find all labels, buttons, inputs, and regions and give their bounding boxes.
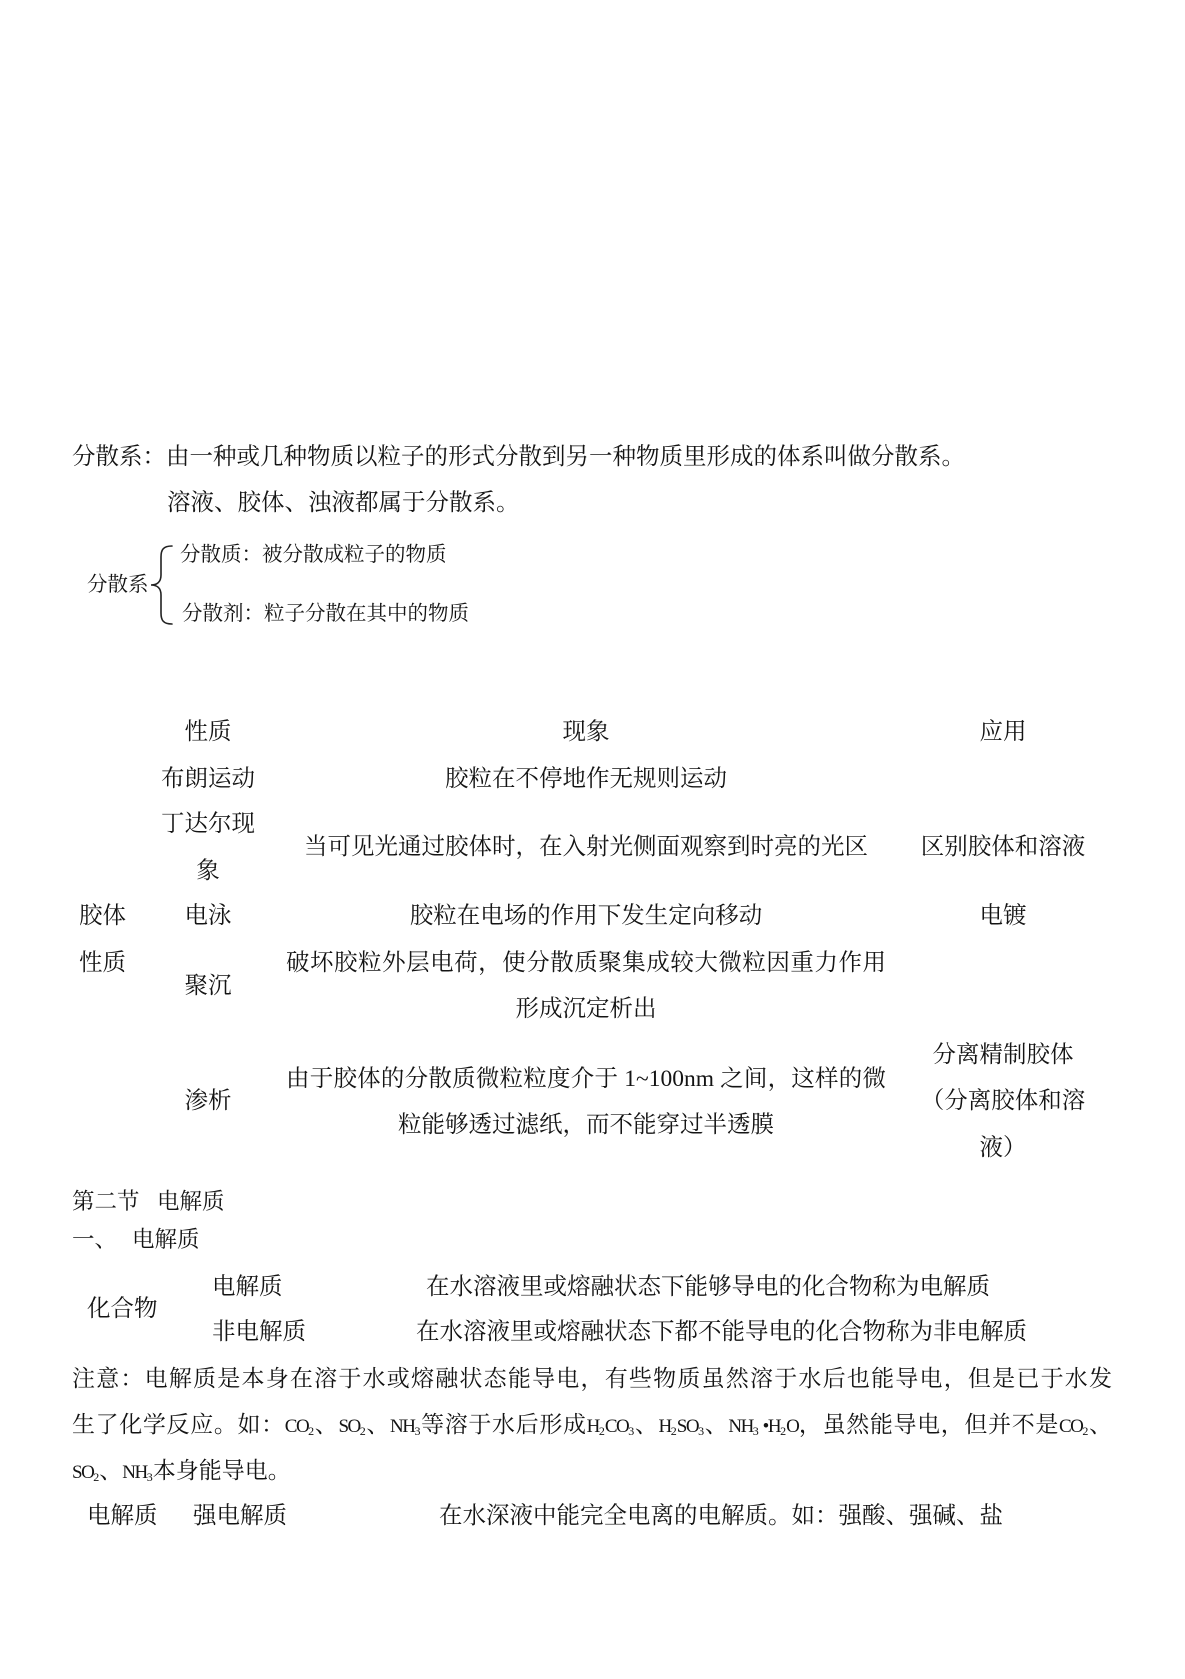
chemical-formula: NH [390,1416,415,1437]
chemical-formula: SO [72,1462,94,1483]
formula-subscript: 2 [93,1470,100,1484]
formula-subscript: 3 [628,1424,635,1438]
table-cell-application: 电镀 [979,903,1027,929]
chemical-formula: CO [284,1416,309,1437]
table-cell-application: （分离胶体和溶 [920,1088,1086,1114]
table-header-phenomenon: 现象 [562,719,610,745]
chemical-formula: CO [1058,1416,1083,1437]
table-cell-property: 渗析 [184,1088,232,1114]
formula-subscript: 3 [752,1424,759,1438]
note-text: 、 [1088,1412,1113,1437]
note-line [72,1457,1112,1485]
chemical-formula: H [658,1416,671,1437]
section-title: 电解质 [157,1189,225,1214]
note-text: 等溶于水后形成 [420,1412,587,1437]
subsection-title: 电解质 [132,1227,200,1252]
table-cell-application: 液） [979,1135,1027,1161]
chemical-formula: •H [758,1416,781,1437]
table-cell-phenomenon: 胶粒在电场的作用下发生定向移动 [409,903,763,929]
chemical-formula: CO [604,1416,629,1437]
classification-root: 电解质 [87,1503,158,1529]
note-text: ，虽然能导电，但并不是 [798,1412,1059,1437]
dispersion-definition: 分散系：由一种或几种物质以粒子的形式分散到另一种物质里形成的体系叫做分散系。 [72,444,965,470]
diagram-branch-dispersion-medium: 分散剂：粒子分散在其中的物质 [182,603,469,625]
classification-definition: 在水溶液里或熔融状态下都不能导电的化合物称为非电解质 [416,1319,1027,1345]
classification-root: 化合物 [87,1296,158,1322]
chemical-formula: SO [338,1416,360,1437]
note-text: 本身能导电。 [152,1458,291,1483]
table-cell-property: 聚沉 [184,973,232,999]
classification-definition: 在水深液中能完全电离的电解质。如：强酸、强碱、盐 [439,1503,1003,1529]
table-cell-phenomenon: 由于胶体的分散质微粒粒度介于 1~100nm 之间，这样的微 [286,1066,886,1092]
dispersion-examples: 溶液、胶体、浊液都属于分散系。 [167,490,520,516]
diagram-branch-dispersed-phase: 分散质：被分散成粒子的物质 [180,544,447,566]
chemical-formula: NH [122,1462,147,1483]
note-line [72,1411,1112,1439]
table-group-label: 性质 [79,950,126,976]
formula-subscript: 2 [670,1424,677,1438]
table-cell-phenomenon: 形成沉定析出 [515,996,657,1022]
formula-subscript: 2 [308,1424,315,1438]
chemical-formula: NH [728,1416,753,1437]
formula-subscript: 2 [1082,1424,1089,1438]
formula-subscript: 3 [414,1424,421,1438]
note-line [72,1365,1112,1393]
note-text: 、 [99,1458,123,1483]
classification-term: 非电解质 [212,1319,306,1345]
curly-brace [148,543,174,627]
table-cell-property: 布朗运动 [161,766,255,792]
formula-subscript: 2 [780,1424,787,1438]
chemical-formula: SO [676,1416,699,1437]
table-cell-phenomenon: 当可见光通过胶体时，在入射光侧面观察到时亮的光区 [304,834,868,860]
formula-subscript: 3 [146,1470,153,1484]
note-text: 、 [634,1412,659,1437]
table-cell-property: 象 [196,858,220,884]
classification-definition: 在水溶液里或熔融状态下能够导电的化合物称为电解质 [426,1274,990,1300]
classification-term: 电解质 [212,1274,283,1300]
formula-subscript: 2 [359,1424,366,1438]
subsection-number: 一、 [72,1227,118,1252]
note-text: 、 [365,1412,391,1437]
chemical-formula: H [586,1416,599,1437]
table-cell-property: 电泳 [184,903,232,929]
note-text: 、 [704,1412,729,1437]
note-text: 、 [314,1412,339,1437]
table-cell-property: 丁达尔现 [161,811,255,837]
table-header-property: 性质 [184,719,232,745]
section-number: 第二节 [72,1189,140,1214]
table-cell-application: 分离精制胶体 [932,1042,1074,1068]
diagram-root-label: 分散系 [87,574,149,596]
chemical-formula: O [786,1416,799,1437]
table-cell-phenomenon: 破坏胶粒外层电荷，使分散质聚集成较大微粒因重力作用 [286,950,886,976]
table-cell-phenomenon: 胶粒在不停地作无规则运动 [445,766,727,792]
formula-subscript: 2 [598,1424,605,1438]
table-group-label: 胶体 [79,903,126,929]
classification-term: 强电解质 [193,1503,287,1529]
note-text: 生了化学反应。如： [72,1412,285,1437]
note-text: 注意：电解质是本身在溶于水或熔融状态能导电，有些物质虽然溶于水后也能导电，但是已于水发 [72,1366,1112,1391]
table-cell-application: 区别胶体和溶液 [920,834,1086,860]
table-header-application: 应用 [979,719,1027,745]
formula-subscript: 3 [698,1424,705,1438]
table-cell-phenomenon: 粒能够透过滤纸，而不能穿过半透膜 [398,1112,774,1138]
